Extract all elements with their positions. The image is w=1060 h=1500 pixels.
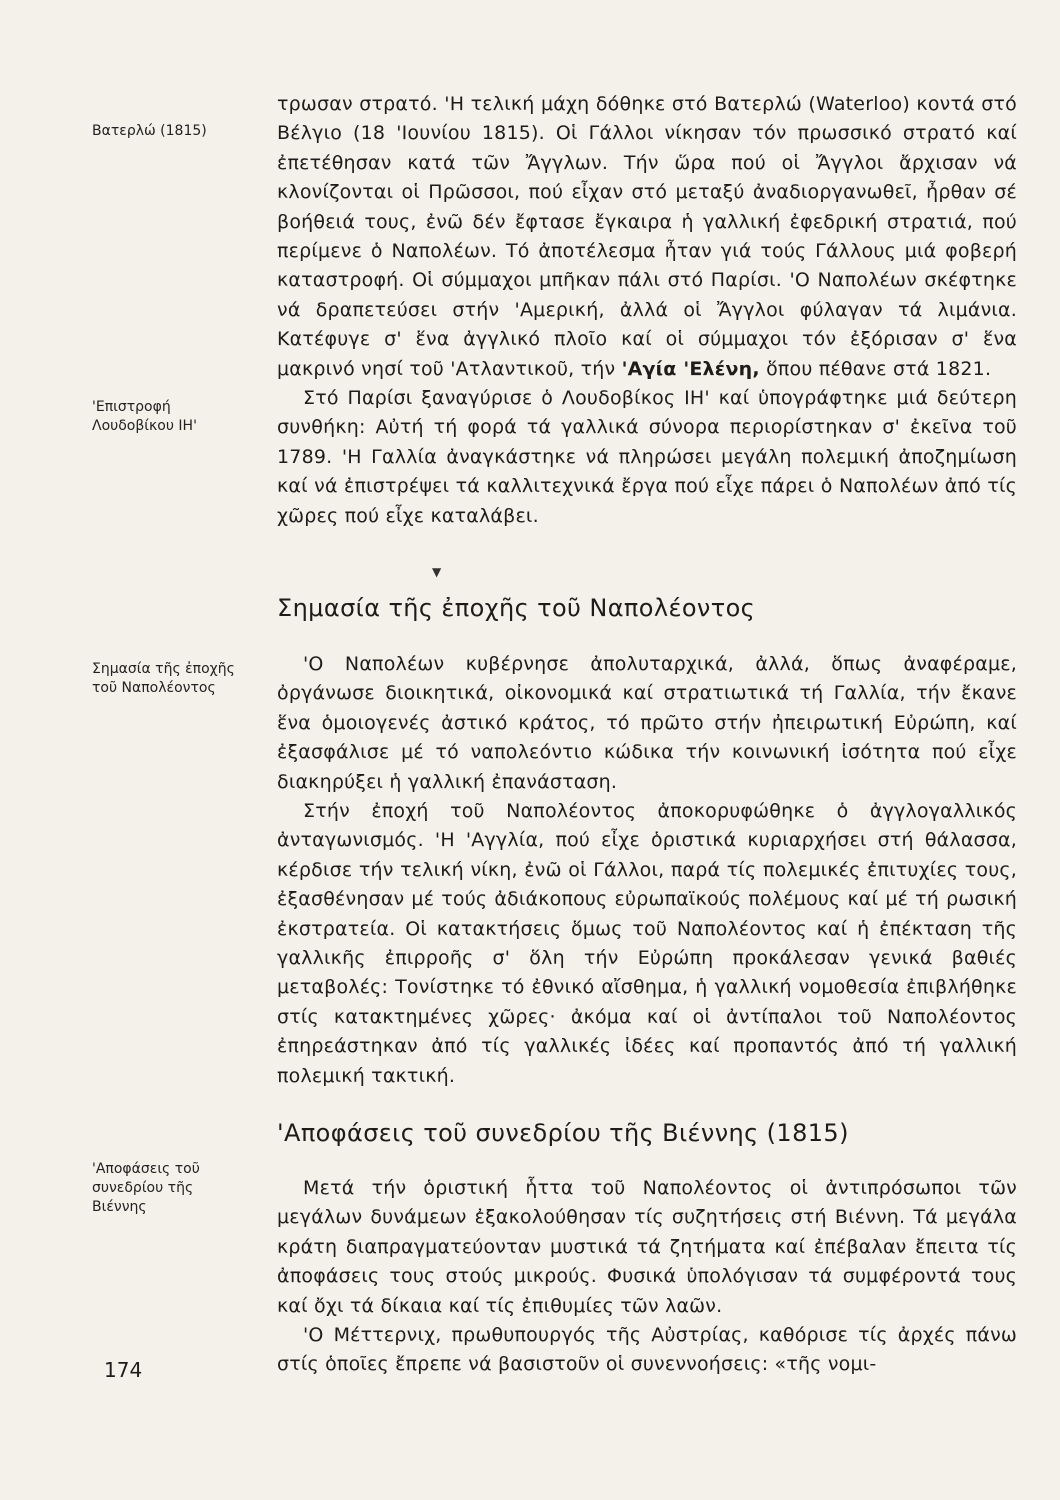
paragraph-text: τρωσαν στρατό. 'Η τελική μάχη δόθηκε στό Βατερλώ (Waterloo) κοντά στό Βέλγιο (18 'Ιουνίου 1815). Οἱ Γάλλοι νίκησαν τόν πρωσσικό στρατό καί ἐπετέθησαν κατά τῶν Ἄγγλων. Τήν ὥρα πού οἱ Ἄγγλοι ἄρχισαν νά κλονίζονται οἱ Πρῶσσοι, πού εἶχαν στό μεταξύ ἀναδιοργανωθεῖ, ἦρθαν σέ βοήθειά τους, ἐνῶ δέν ἔφτασε ἔγκαιρα ἡ γαλλική ἐφεδρική στρατιά, πού περίμενε ὁ Ναπολέων. Τό ἀποτέλεσμα ἦταν γιά τούς Γάλλους μιά φοβερή καταστροφή. Οἱ σύμμαχοι μπῆκαν πάλι στό Παρίσι. 'Ο Ναπολέων σκέφτηκε νά δραπετεύσει στήν 'Αμερική, ἀλλά οἱ Ἄγγλοι φύλαγαν τά λιμάνια. Κατέφυγε σ' ἕνα ἀγγλικό πλοῖο καί οἱ σύμμαχοι τόν ἐξόρισαν σ' ἕνα μακρινό νησί τοῦ 'Ατλαντικοῦ, τήν <box>277 93 1017 380</box>
section-waterloo-text <box>277 90 1017 531</box>
page-number: 174 <box>104 1358 143 1382</box>
paragraph: 'Ο Ναπολέων κυβέρνησε ἀπολυταρχικά, ἀλλά, ὅπως ἀναφέραμε, ὀργάνωσε διοικητικά, οἰκονομικά καί στρατιωτικά τή Γαλλία, τήν ἔκανε ἕνα ὁμοιογενές ἀστικό κράτος, τό πρῶτο στήν ἠπειρωτική Εὐρώπη, καί ἐξασφάλισε μέ τό ναπολεόντιο κώδικα τήν κοινωνική ἰσότητα πού εἶχε διακηρύξει ἡ γαλλική ἐπανάσταση. <box>277 653 1017 793</box>
paragraph: 'Ο Μέττερνιχ, πρωθυπουργός τῆς Αὐστρίας, καθόρισε τίς ἀρχές πάνω στίς ὁποῖες ἔπρεπε νά βασιστοῦν οἱ συνεννοήσεις: «τῆς νομι- <box>277 1324 1017 1376</box>
paragraph: Στήν ἐποχή τοῦ Ναπολέοντος ἀποκορυφώθηκε ὁ ἀγγλογαλλικός ἀνταγωνισμός. 'Η 'Αγγλία, πού εἶχε ὁριστικά κυριαρχήσει στή θάλασσα, κέρδισε τήν τελική νίκη, ἐνῶ οἱ Γάλλοι, παρά τίς πολεμικές ἐπιτυχίες τους, ἐξασθένησαν μέ τούς ἀδιάκοπους εὐρωπαϊκούς πολέμους καί μέ τή ρωσική ἐκστρατεία. Οἱ κατακτήσεις ὅμως τοῦ Ναπολέοντος καί ἡ ἐπέκταση τῆς γαλλικῆς ἐπιρροῆς σ' ὅλη τήν Εὐρώπη προκάλεσαν γενικά βαθιές μεταβολές: Τονίστηκε τό ἐθνικό αἴσθημα, ἡ γαλλική νομοθεσία ἐπιβλήθηκε στίς κατακτημένες χῶρες· ἀκόμα καί οἱ ἀντίπαλοι τοῦ Ναπολέοντος ἐπηρεάστηκαν ἀπό τίς γαλλικές ἰδέες καί προπαντός ἀπό τή γαλλική πολεμική τακτική. <box>277 800 1017 1087</box>
margin-note-significance: Σημασία τῆς ἐποχῆς τοῦ Ναπολέοντος <box>92 661 235 696</box>
margin-note-vienna: 'Αποφάσεις τοῦ συνεδρίου τῆς Βιέννης <box>92 1161 200 1215</box>
paragraph-text: ὅπου πέθανε στά 1821. <box>766 357 992 380</box>
heading-vienna: 'Αποφάσεις τοῦ συνεδρίου τῆς Βιέννης (1815) <box>277 1119 849 1147</box>
margin-note-waterloo: Βατερλώ (1815) <box>92 123 207 139</box>
paragraph <box>277 90 1017 384</box>
place-name-saint-helena: 'Αγία 'Ελένη, <box>621 357 760 380</box>
section-vienna-text <box>277 1174 1017 1380</box>
section-significance-text <box>277 650 1017 1091</box>
paragraph: Μετά τήν ὁριστική ἧττα τοῦ Ναπολέοντος οἱ ἀντιπρόσωποι τῶν μεγάλων δυνάμεων ἐξακολούθησαν τίς συζητήσεις στή Βιέννη. Τά μεγάλα κράτη διαπραγματεύονταν μυστικά τά ζητήματα καί ἐπέβαλαν ἔπειτα τίς ἀποφάσεις τους στούς μικρούς. Φυσικά ὑπολόγισαν τά συμφέροντά τους καί ὄχι τά δίκαια καί τίς ἐπιθυμίες τῶν λαῶν. <box>277 1177 1017 1317</box>
margin-note-restoration: 'Επιστροφή Λουδοβίκου ΙΗ' <box>92 399 197 434</box>
paragraph: Στό Παρίσι ξαναγύρισε ὁ Λουδοβίκος ΙΗ' καί ὑπογράφτηκε μιά δεύτερη συνθήκη: Αὐτή τή φορά τά γαλλικά σύνορα περιορίστηκαν σ' ἐκεῖνα τοῦ 1789. 'Η Γαλλία ἀναγκάστηκε νά πληρώσει μεγάλη πολεμική ἀποζημίωση καί νά ἐπιστρέψει τά καλλιτεχνικά ἔργα πού εἶχε πάρει ὁ Ναπολέων ἀπό τίς χῶρες πού εἶχε καταλάβει. <box>277 387 1017 527</box>
heading-significance: Σημασία τῆς ἐποχῆς τοῦ Ναπολέοντος <box>277 594 756 622</box>
decorative-mark-icon: ▼ <box>432 565 442 579</box>
